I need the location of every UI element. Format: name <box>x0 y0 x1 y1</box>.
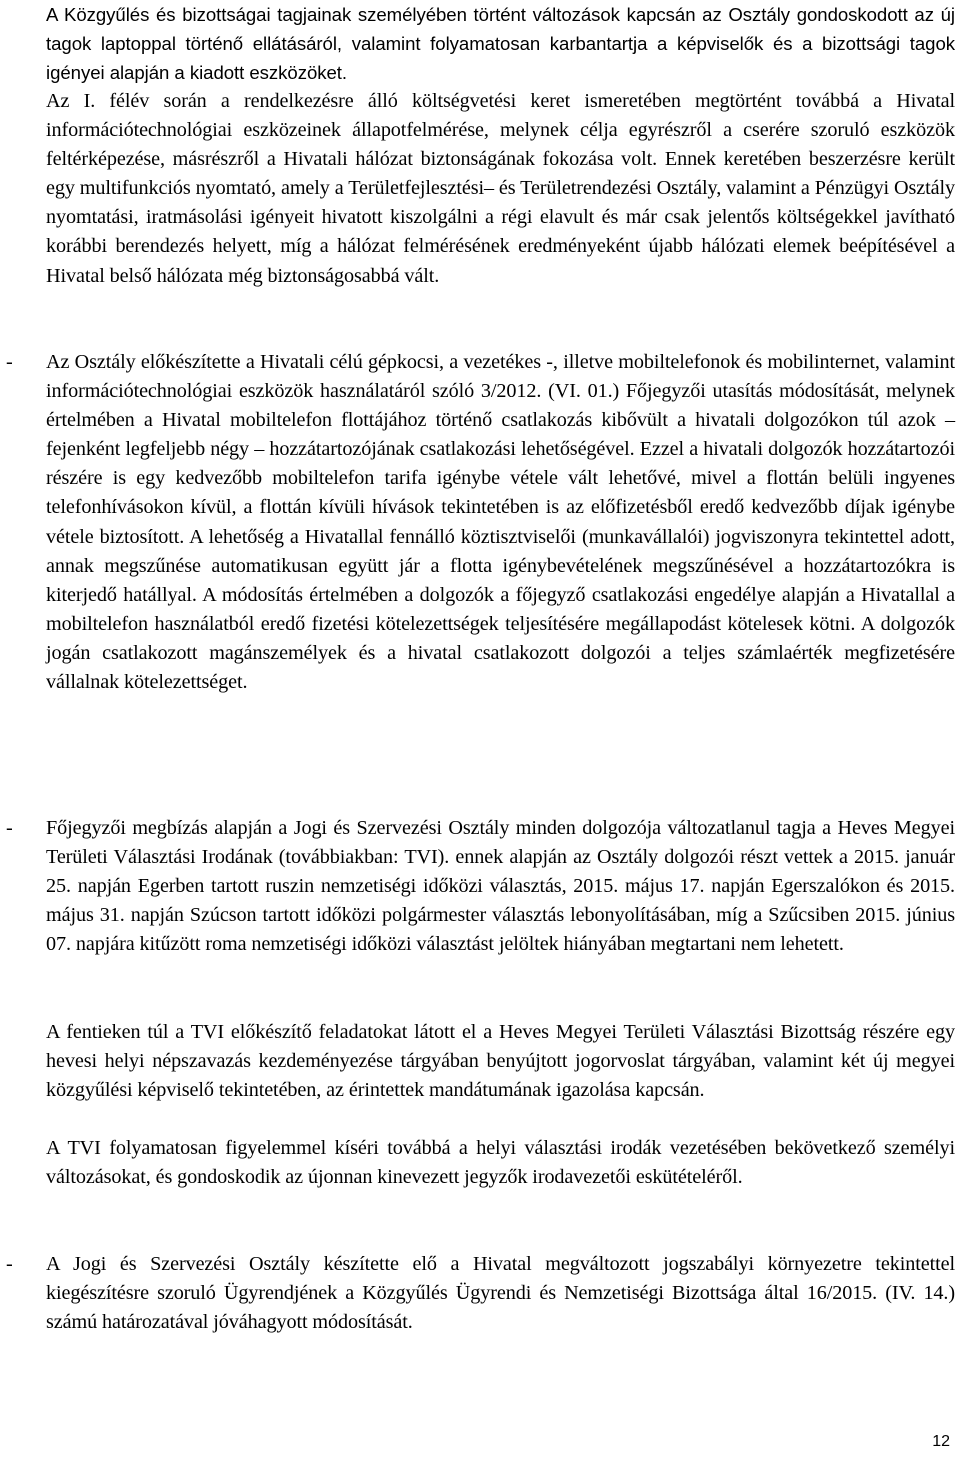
bullet-paragraph-mobile-policy-text: Az Osztály előkészítette a Hivatali célú gépkocsi, a vezetékes -, illetve mobiltelefonok és mobilinternet, valamint információtechnológiai eszközök használatáról szóló 3/2012. (VI. 01.) Főjegyzői utasítás módosítását, melynek értelmében a Hivatal mobiltelefon flottájához történő csatlakozás kibővült a hivatali dolgozókon túl azok – fejenként legfeljebb négy – hozzátartozójának csatlakozási lehetőségével. Ezzel a hivatali dolgozók hozzátartozói részére is egy kedvezőbb mobiltelefon tarifa igénybe vétele vált lehetővé, mivel a flottán belüli ingyenes telefonhívásokon kívül, a flottán kívüli hívások tekintetében is az előfizetésből eredő kedvezőbb díjak igénybe vétele biztosított. A lehetőség a Hivatallal fennálló köztisztviselői (munkavállalói) jogviszonyra tekintettel adott, annak megszűnése automatikusan együtt jár a flotta igénybevételének megszűnésével a hozzátartozókra is kiterjedő hatállyal. A módosítás értelmében a dolgozók a főjegyző csatlakozási engedélye alapján a Hivatallal a mobiltelefon használatból eredő fizetési kötelezettségek teljesítésére megállapodást kötelesek kötni. A dolgozók jogán csatlakozott magánszemélyek és a hivatal csatlakozott dolgozói a teljes számlaérték megfizetésére vállalnak kötelezettséget. <box>46 351 955 694</box>
intro-paragraph-it-assessment <box>46 87 955 291</box>
bullet-paragraph-election-committee <box>46 1018 955 1105</box>
intro-paragraph-it-assessment-text: Az I. félév során a rendelkezésre álló költségvetési keret ismeretében megtörtént továbbá a Hivatal információtechnológiai eszközeinek állapotfelmérése, melynek célja egyrészről a cserére szoruló eszközök feltérképezése, másrészről a Hivatali hálózat biztonságának fokozása volt. Ennek keretében beszerzésre került egy multifunkciós nyomtató, amely a Területfejlesztési– és Területrendezési Osztály, valamint a Pénzügyi Osztály nyomtatási, iratmásolási igényeit hivatott kiszolgálni a régi elavult és már csak jelentős költségekkel javítható korábbi berendezés helyett, míg a hálózat felmérésének eredményeként újabb hálózati elemek beépítésével a Hivatal belső hálózata még biztonságosabbá vált. <box>46 90 955 287</box>
intro-paragraph-laptops <box>46 0 955 87</box>
bullet-dash-2: - <box>6 817 13 839</box>
bullet-paragraph-election-office-text: Főjegyzői megbízás alapján a Jogi és Szervezési Osztály minden dolgozója változatlanul tagja a Heves Megyei Területi Választási Irodának (továbbiakban: TVI). ennek alapján az Osztály dolgozói részt vettek a 2015. január 25. napján Egerben tartott ruszin nemzetiségi időközi választás, 2015. május 17. napján Egerszalókon és 2015. május 31. napján Szúcson tartott időközi polgármester választás lebonyolításában, míg a Szűcsiben 2015. június 07. napjára kitűzött roma nemzetiségi időközi választást jelöltek hiányában megtartani nem lehetett. <box>46 817 955 956</box>
page-number: 12 <box>932 1433 950 1450</box>
bullet-paragraph-election-office <box>46 814 955 959</box>
bullet-paragraph-election-committee-text: A fentieken túl a TVI előkészítő feladatokat látott el a Heves Megyei Területi Választási Bizottság részére egy hevesi helyi népszavazás kezdeményezése tárgyában benyújtott jogorvoslat tárgyában, valamint két új megyei közgyűlési képviselő tekintetében, az érintettek mandátumának igazolása kapcsán. <box>46 1021 955 1102</box>
bullet-dash-3: - <box>6 1253 13 1275</box>
bullet-paragraph-mobile-policy <box>46 348 955 697</box>
bullet-paragraph-local-offices-text: A TVI folyamatosan figyelemmel kíséri továbbá a helyi választási irodák vezetésében bekövetkező személyi változásokat, és gondoskodik az újonnan kinevezett jegyzők irodavezetői eskütételéről. <box>46 1137 955 1189</box>
bullet-paragraph-rules-of-procedure-text: A Jogi és Szervezési Osztály készítette elő a Hivatal megváltozott jogszabályi környezetre tekintettel kiegészítésre szoruló Ügyrendjének a Közgyűlés Ügyrendi és Nemzetiségi Bizottsága által 16/2015. (IV. 14.) számú határozatával jóváhagyott módosítását. <box>46 1253 955 1334</box>
bullet-paragraph-local-offices <box>46 1134 955 1192</box>
bullet-paragraph-rules-of-procedure <box>46 1250 955 1337</box>
intro-paragraph-laptops-text: A Közgyűlés és bizottságai tagjainak személyében történt változások kapcsán az Osztály gondoskodott az új tagok laptoppal történő ellátásáról, valamint folyamatosan karbantartja a képviselők és a bizottsági tagok igényei alapján a kiadott eszközöket. <box>46 4 955 84</box>
bullet-dash-1: - <box>6 351 13 373</box>
